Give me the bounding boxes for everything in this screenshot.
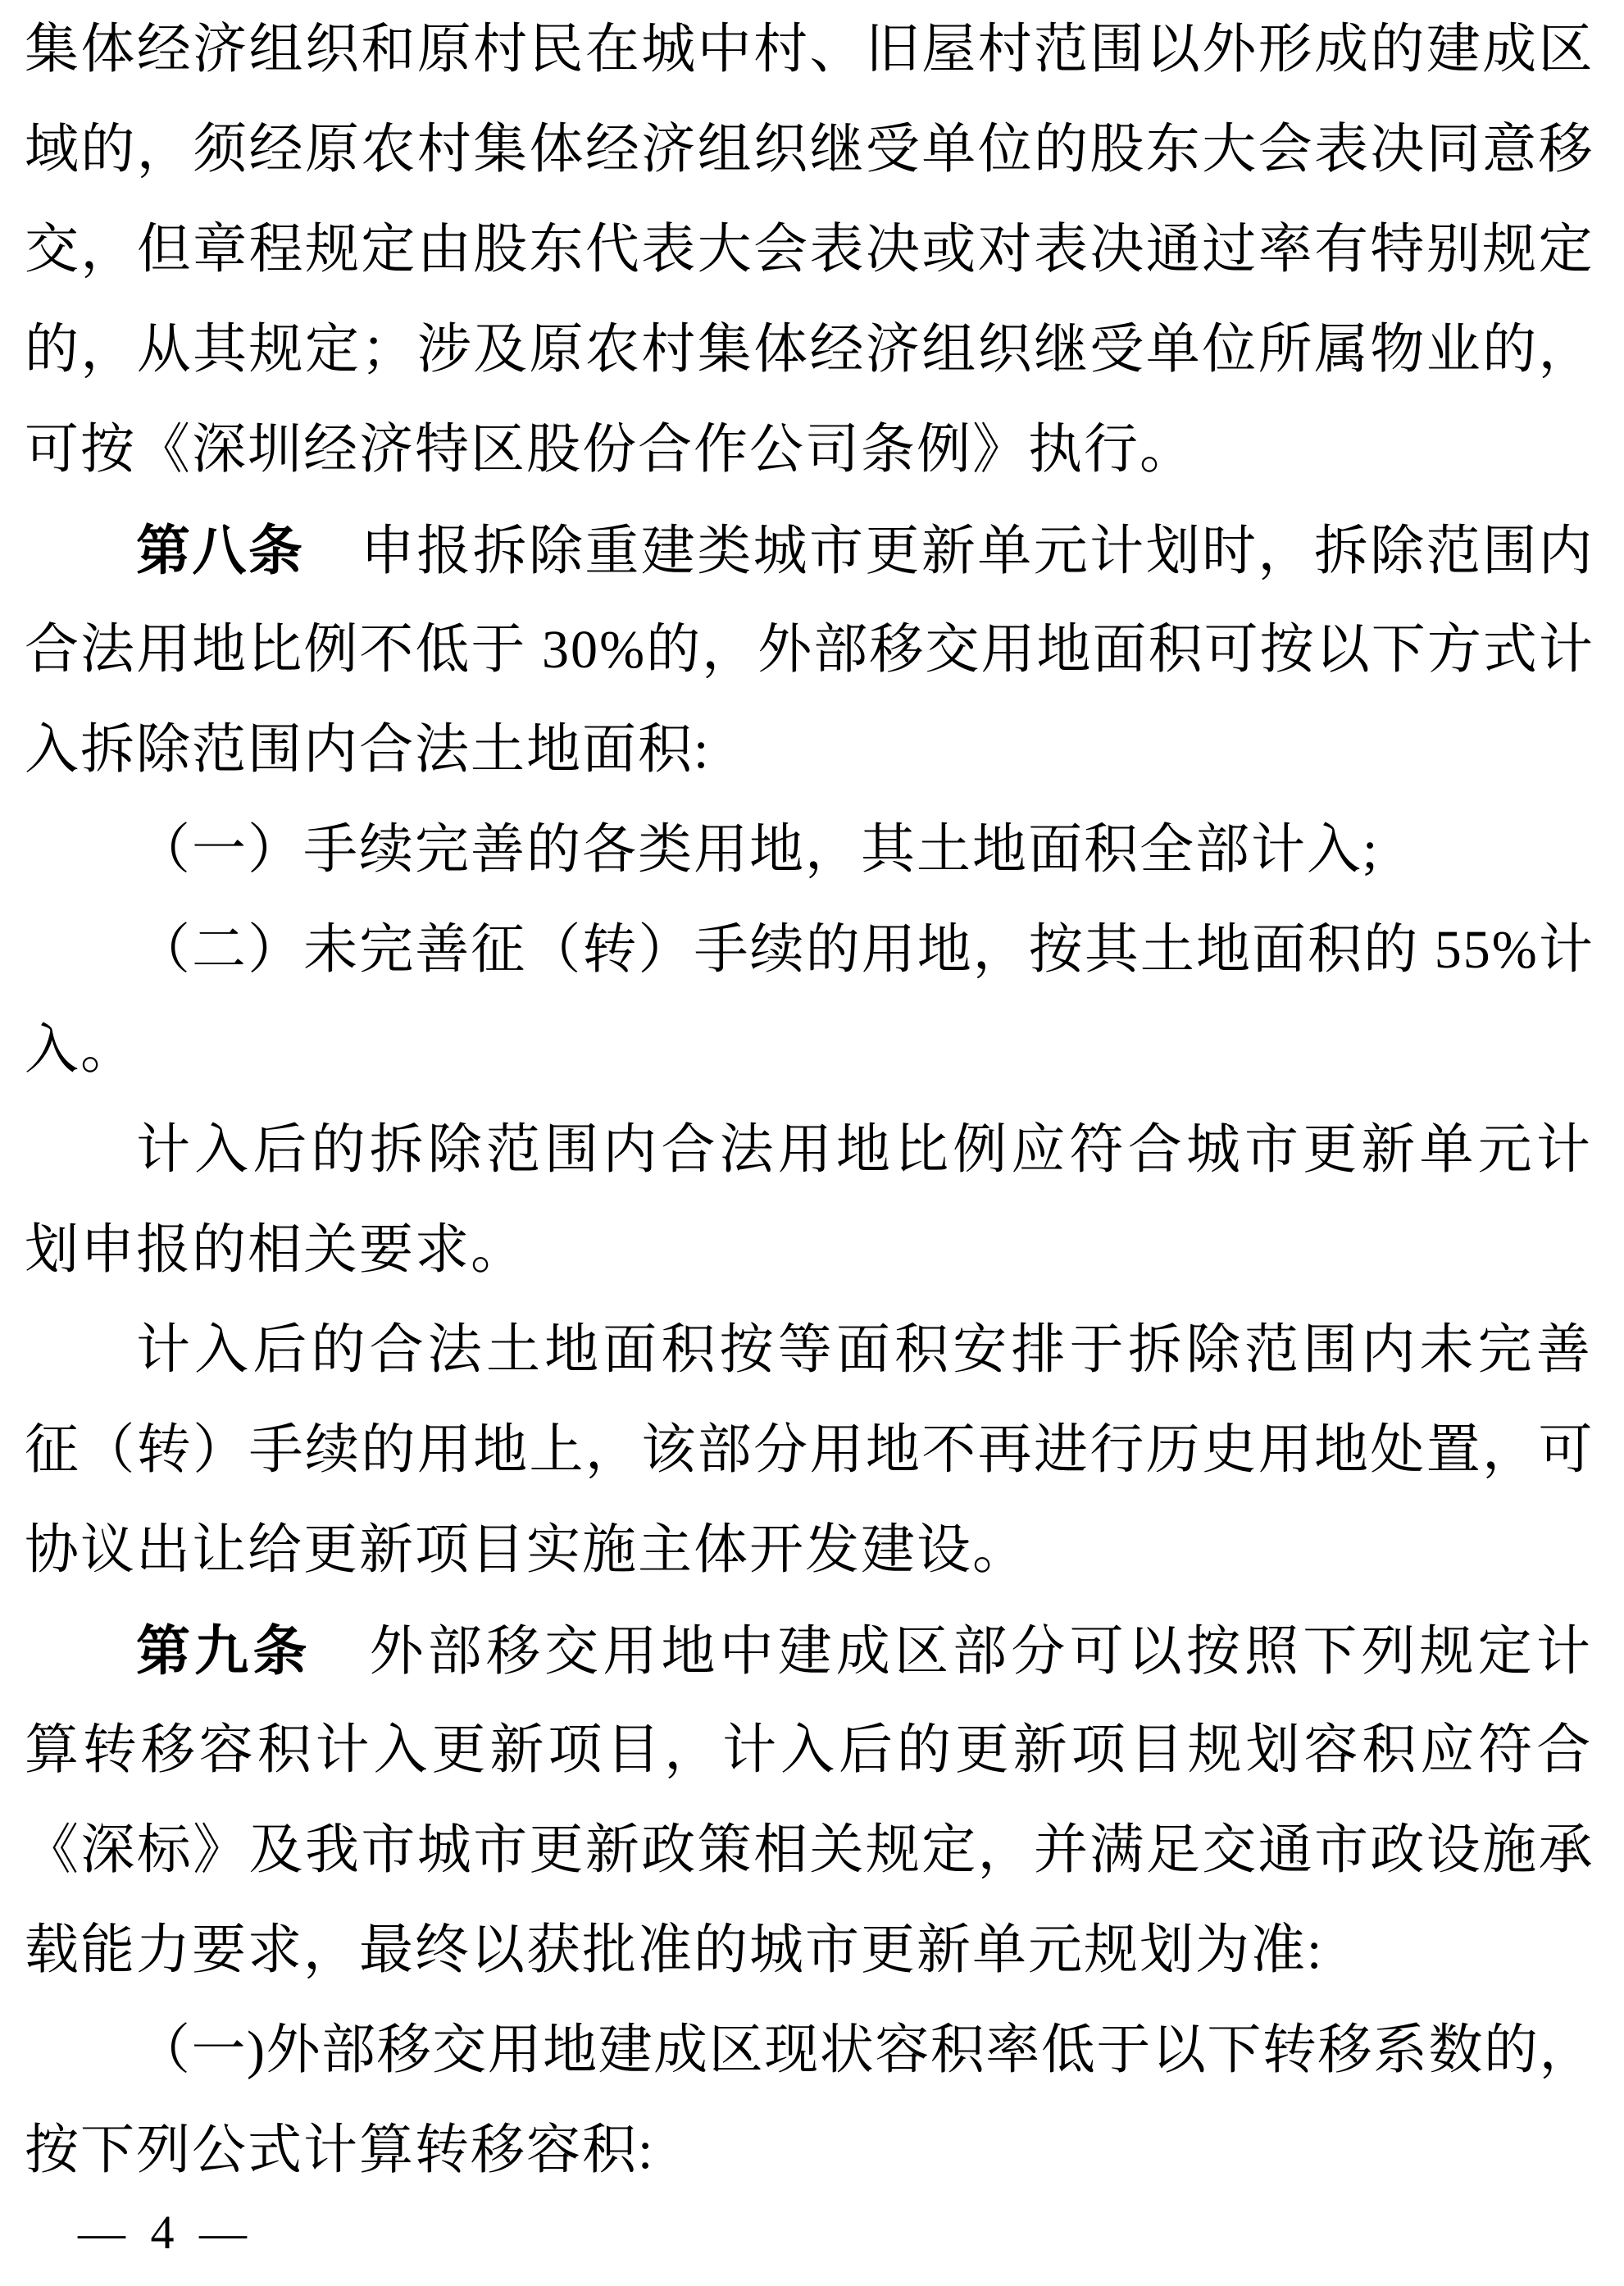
text-line [25,1500,1594,1601]
line-text: 合法用地比例不低于 30%的，外部移交用地面积可按以下方式计 [25,620,1594,680]
line-text: 可按《深圳经济特区股份合作公司条例》执行。 [25,420,1195,480]
line-text: 入拆除范围内合法土地面积: [25,720,711,780]
text-line [25,600,1594,700]
text-line [25,2101,1594,2201]
text-line [25,2001,1594,2101]
page-number: — 4 — [78,2206,253,2259]
text-line [25,1801,1594,1901]
line-text: 划申报的相关要求。 [25,1220,526,1280]
text-line [25,900,1594,1000]
line-text: 入。 [25,1020,136,1080]
article-number: 第九条 [136,1620,312,1681]
text-line [25,1901,1594,2001]
line-text: 的，从其规定；涉及原农村集体经济组织继受单位所属物业的， [25,320,1594,380]
line-text: 交，但章程规定由股东代表大会表决或对表决通过率有特别规定 [25,220,1594,280]
line-text: （一）手续完善的各类用地，其土地面积全部计入; [136,820,1380,880]
text-line [25,700,1594,800]
text-line [25,300,1594,400]
line-text: 第八条 申报拆除重建类城市更新单元计划时，拆除范围内 [136,520,1594,581]
text-line [25,200,1594,300]
line-text: 协议出让给更新项目实施主体开发建设。 [25,1520,1028,1580]
article-number: 第八条 [136,520,305,581]
text-line [25,1701,1594,1801]
text-line [25,1200,1594,1300]
line-text: 载能力要求，最终以获批准的城市更新单元规划为准: [25,1920,1324,1980]
text-line [25,800,1594,900]
text-line [25,1100,1594,1200]
line-text: 算转移容积计入更新项目，计入后的更新项目规划容积应符合 [25,1720,1595,1780]
text-line [25,100,1594,200]
line-text: 域的，须经原农村集体经济组织继受单位的股东大会表决同意移 [25,120,1594,180]
document-body [25,0,1594,2201]
article-line [25,500,1594,600]
line-text: 计入后的拆除范围内合法用地比例应符合城市更新单元计 [136,1120,1594,1180]
line-text: （二）未完善征（转）手续的用地，按其土地面积的 55%计 [136,920,1594,980]
text-line [25,400,1594,500]
text-line [25,0,1594,100]
line-text: 按下列公式计算转移容积: [25,2120,655,2180]
text-line [25,1400,1594,1500]
line-text: 第九条 外部移交用地中建成区部分可以按照下列规定计 [136,1620,1595,1682]
line-text: 集体经济组织和原村民在城中村、旧屋村范围以外形成的建成区 [25,20,1594,80]
text-line [25,1000,1594,1100]
line-text: （一)外部移交用地建成区现状容积率低于以下转移系数的， [136,2020,1595,2080]
line-text: 计入后的合法土地面积按等面积安排于拆除范围内未完善 [136,1320,1594,1380]
line-text: 征（转）手续的用地上，该部分用地不再进行历史用地处置，可 [25,1420,1594,1480]
line-text: 《深标》及我市城市更新政策相关规定，并满足交通市政设施承 [25,1820,1594,1880]
article-line [25,1601,1594,1701]
text-line [25,1300,1594,1400]
